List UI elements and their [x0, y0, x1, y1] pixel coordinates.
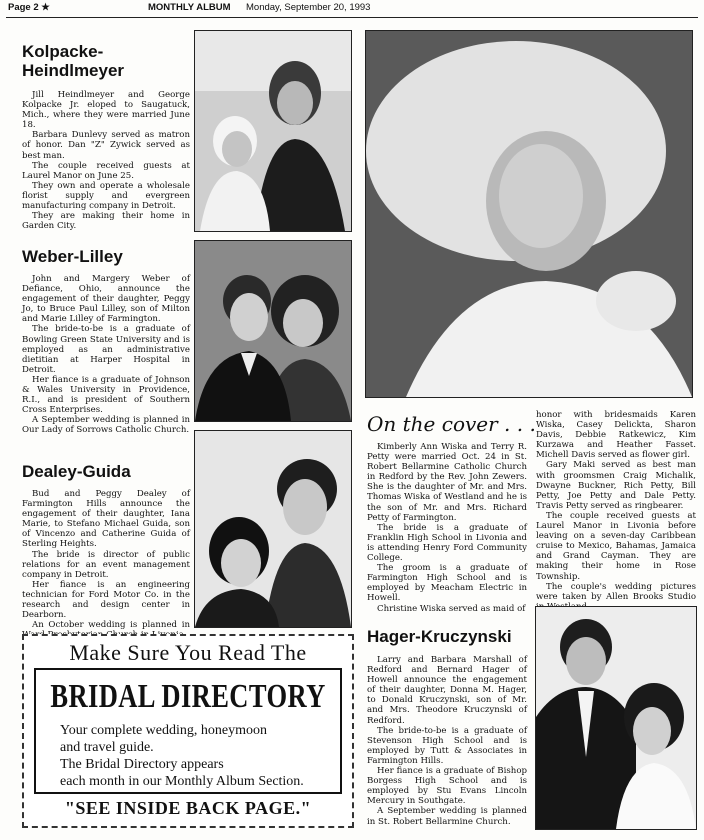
bridal-directory-ad — [22, 634, 354, 828]
cover-headline: On the cover . . . — [367, 412, 536, 436]
dealey-couple-photo — [194, 430, 352, 628]
kolpacke-headline: Kolpacke- Heindlmeyer — [22, 42, 125, 80]
weber-text: John and Margery Weber of Defiance, Ohio, announce the engagement of their daughter, Peggy Jo, to Bruce Paul Lilley, son of Milton and Marie Lilley of Farmington. The bride-to-be is a graduate of Bowling Green State University and is employed as an administrative dietitian at Harper Hospital in Detroit. Her fiance is a graduate of Johnson & Wales University in Providence, R.I., and is president of Southern Cross Enterprises. A September wedding is planned in Our Lady of Sorrows Catholic Church. — [22, 274, 190, 436]
hager-text: Larry and Barbara Marshall of Redford and Bernard Hager of Howell announce the engagement of their daughter, Donna M. Hager, to Donald Kruczynski, son of Mr. and Mrs. Theodore Kruczynski of Redford. The bride-to-be is a graduate of Stevenson High School and is employed by Tutt & Associates in Farmington Hills. Her fiance is a graduate of Bishop Borgess High School and is employed by Stu Evans Lincoln Mercury in Southgate. A September wedding is planned in St. Robert Bellarmine Church. — [367, 655, 527, 827]
cover-text-col1: Kimberly Ann Wiska and Terry R. Petty were married Oct. 24 in St. Robert Bellarmine Catholic Church in Redford by the Rev. John Zewers. She is the daughter of Mr. and Mrs. Thomas Wiska of Westland and he is the son of Mr. and Mrs. Richard Petty of Farmington. The bride is a graduate of Franklin High School in Livonia and is attending Henry Ford Community College. The groom is a graduate of Farmington High School and is employed by Meacham Electric in Howell. Christine Wiska served as maid of — [367, 442, 527, 614]
section-name: MONTHLY ALBUM — [148, 2, 231, 13]
weber-headline: Weber-Lilley — [22, 247, 123, 266]
weber-couple-photo — [194, 240, 352, 422]
page-number: Page 2 ★ — [8, 2, 50, 13]
ad-description: Your complete wedding, honeymoon and travel guide. The Bridal Directory appears each month in our Monthly Album Section. — [60, 723, 304, 789]
ad-top-line: Make Sure You Read The — [69, 640, 307, 665]
cover-photo — [365, 30, 693, 398]
header-rule — [6, 17, 698, 18]
issue-date: Monday, September 20, 1993 — [246, 2, 371, 13]
kolpacke-couple-photo — [194, 30, 352, 232]
hager-headline: Hager-Kruczynski — [367, 627, 512, 646]
ad-inner-box — [34, 668, 342, 794]
ad-title: BRIDAL DIRECTORY — [50, 678, 326, 715]
kolpacke-text: Jill Heindlmeyer and George Kolpacke Jr. eloped to Saugatuck, Mich., where they were married June 18. Barbara Dunlevy served as matron of honor. Dan "Z" Zywick served as best man. The couple received guests at Laurel Manor on June 25. They own and operate a wholesale florist supply and evergreen manufacturing company in Detroit. They are making their home in Garden City. — [22, 90, 190, 232]
dealey-headline: Dealey-Guida — [22, 462, 131, 481]
ad-bottom-line: "SEE INSIDE BACK PAGE." — [64, 798, 312, 818]
hager-couple-photo — [535, 606, 697, 830]
dealey-text: Bud and Peggy Dealey of Farmington Hills announce the engagement of their daughter, Iana Marie, to Stefano Michael Guida, son of Vincenzo and Catherine Guida of Sterling Heights. The bride is director of public relations for an event management company in Detroit. Her fiance is an engineering technician for Ford Motor Co. in the research and design center in Dearborn. An October wedding is planned in — [22, 489, 190, 631]
cover-text-col2: honor with bridesmaids Karen Wiska, Casey Delickta, Sharon Davis, Debbie Ratkewicz, Kim Kurzawa and Heather Fasset. Michell Davis served as flower girl. Gary Maki served as best man with groomsmen Craig Michalik, Dwayne Buckner, Rich Petty, Bill Petty, Joe Petty and Dale Petty. Travis Petty served as ringbearer. The couple received guests at Laurel Manor in Livonia before leaving on a seven-day Caribbean cruise to Mexico, Bahamas, Jamaica and Grand Cayman. They are making their home in Rose Township. The couple's wedding pictures were taken by Allen Brooks Studio — [536, 410, 696, 602]
